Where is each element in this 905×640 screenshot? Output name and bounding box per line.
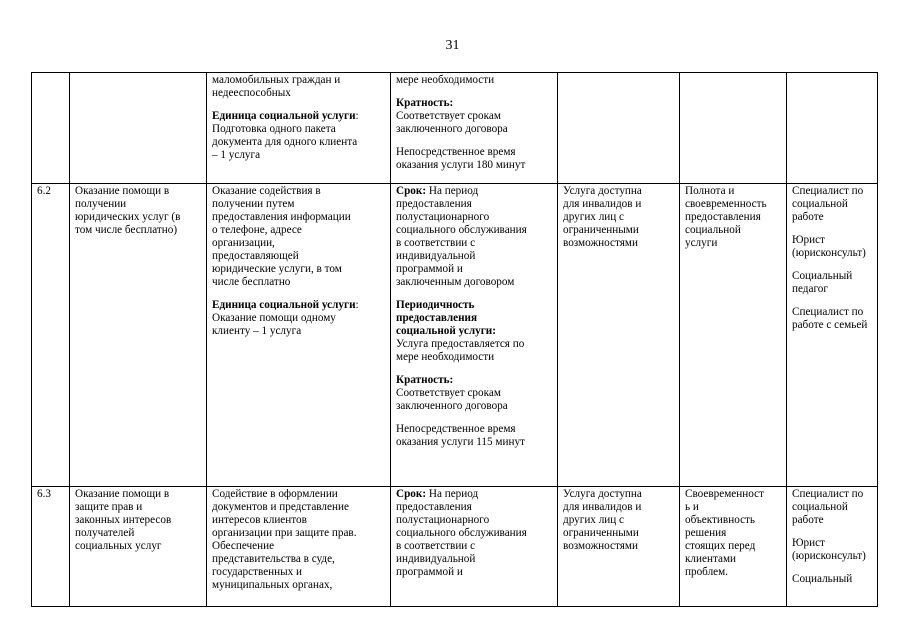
description-line: организации, xyxy=(212,237,275,249)
availability-line: Услуга доступна xyxy=(563,185,642,197)
specialist-line: социальной xyxy=(792,198,848,210)
name-line: законных интересов xyxy=(75,514,172,526)
specialist-line: Социальный xyxy=(792,573,853,585)
service-name-cell xyxy=(70,73,207,184)
frequency-label: Кратность: xyxy=(396,374,454,386)
name-line: социальных услуг xyxy=(75,540,162,552)
term-line: предоставления xyxy=(396,501,472,513)
quality-line: услуги xyxy=(685,237,718,249)
name-line: Оказание помощи в xyxy=(75,488,170,500)
specialist-line: Специалист по xyxy=(792,488,864,500)
term-line: индивидуальной xyxy=(396,553,476,565)
description-line: представительства в суде, xyxy=(212,553,335,565)
description-line: интересов клиентов xyxy=(212,514,307,526)
page-number: 31 xyxy=(445,38,460,53)
description-line: организации при защите прав. xyxy=(212,527,357,539)
unit-line: – 1 услуга xyxy=(212,149,261,161)
quality-cell xyxy=(680,487,787,607)
time-line: Непосредственное время xyxy=(396,146,516,158)
availability-cell xyxy=(558,73,680,184)
time-line: оказания услуги 115 минут xyxy=(396,436,525,448)
description-line: предоставляющей xyxy=(212,250,299,262)
availability-line: возможностями xyxy=(563,237,638,249)
term-line: На период xyxy=(428,185,479,197)
specialist-line: работе с семьей xyxy=(792,319,868,331)
services-table xyxy=(31,72,878,607)
specialist-line: (юрисконсульт) xyxy=(792,550,866,562)
service-description-cell xyxy=(207,487,391,607)
frequency-line: заключенного договора xyxy=(396,400,508,412)
description-line: государственных и xyxy=(212,566,303,578)
time-line: оказания услуги 180 минут xyxy=(396,159,526,171)
specialists-cell xyxy=(787,487,878,607)
quality-line: объективность xyxy=(685,514,756,526)
availability-line: других лиц с xyxy=(563,514,625,526)
term-line: в соответствии с xyxy=(396,237,476,249)
quality-line: своевременность xyxy=(685,198,767,210)
term-line: индивидуальной xyxy=(396,250,476,262)
term-label: Срок: xyxy=(396,488,427,500)
table-row xyxy=(32,73,878,184)
description-line: документов и представление xyxy=(212,501,349,513)
name-line: защите прав и xyxy=(75,501,143,513)
term-line: в соответствии с xyxy=(396,540,476,552)
table-row xyxy=(32,184,878,487)
description-line: Обеспечение xyxy=(212,540,275,552)
service-terms-cell xyxy=(391,73,558,184)
service-terms-cell xyxy=(391,184,558,487)
service-name-cell xyxy=(70,184,207,487)
unit-label: Единица социальной услуги xyxy=(212,299,356,311)
description-line: о телефоне, адресе xyxy=(212,224,302,236)
availability-cell xyxy=(558,184,680,487)
term-line: заключенным договором xyxy=(396,276,515,288)
quality-line: ь и xyxy=(685,501,699,513)
specialist-line: педагог xyxy=(792,283,828,295)
specialist-line: Социальный xyxy=(792,270,853,282)
description-line: недееспособных xyxy=(212,87,291,99)
frequency-line: Соответствует срокам xyxy=(396,387,501,399)
description-line: маломобильных граждан и xyxy=(212,74,341,86)
description-line: Оказание содействия в xyxy=(212,185,321,197)
description-line: получении путем xyxy=(212,198,295,210)
term-line: социального обслуживания xyxy=(396,527,527,539)
quality-cell xyxy=(680,184,787,487)
table-row xyxy=(32,487,878,607)
quality-line: решения xyxy=(685,527,727,539)
periodicity-label: Периодичность xyxy=(396,299,475,311)
service-description-cell: Оказание содействия в получении путем предоставления информации о телефоне, адресе организации, предоставляющей юридические услуги, в том числе бесплатно Единица социальной услуги: Оказание помощи одному клиенту – 1 услуга xyxy=(207,184,391,487)
availability-line: для инвалидов и xyxy=(563,501,642,513)
name-line: получателей xyxy=(75,527,135,539)
specialist-line: (юрисконсульт) xyxy=(792,247,866,259)
service-description-cell: маломобильных граждан и недееспособных Единица социальной услуги: Подготовка одного пакета документа для одного клиента – 1 услуга xyxy=(207,73,391,184)
name-line: Оказание помощи в xyxy=(75,185,170,197)
specialists-cell xyxy=(787,73,878,184)
frequency-line: Соответствует срокам xyxy=(396,110,501,122)
description-line: числе бесплатно xyxy=(212,276,291,288)
term-line: На период xyxy=(428,488,479,500)
quality-line: предоставления xyxy=(685,211,761,223)
specialists-cell xyxy=(787,184,878,487)
quality-line: клиентами xyxy=(685,553,737,565)
term-line: полустационарного xyxy=(396,514,490,526)
availability-line: ограниченными xyxy=(563,224,639,236)
periodicity-line: мере необходимости xyxy=(396,351,495,363)
periodicity-label: социальной услуги: xyxy=(396,325,496,337)
periodicity-line: Услуга предоставляется по xyxy=(396,338,525,350)
term-line: предоставления xyxy=(396,198,472,210)
unit-label: Единица социальной услуги xyxy=(212,110,356,122)
periodicity-label: предоставления xyxy=(396,312,478,324)
description-line: юридические услуги, в том xyxy=(212,263,342,275)
specialist-line: работе xyxy=(792,211,824,223)
service-number-cell: 6.3 xyxy=(32,487,70,607)
specialist-line: Специалист по xyxy=(792,306,864,318)
name-line: юридических услуг (в xyxy=(75,211,181,223)
quality-cell xyxy=(680,73,787,184)
quality-line: стоящих перед xyxy=(685,540,756,552)
availability-line: других лиц с xyxy=(563,211,625,223)
availability-line: возможностями xyxy=(563,540,638,552)
unit-line: Оказание помощи одному xyxy=(212,312,336,324)
availability-line: для инвалидов и xyxy=(563,198,642,210)
specialist-line: работе xyxy=(792,514,824,526)
name-line: том числе бесплатно) xyxy=(75,224,178,236)
description-line: муниципальных органах, xyxy=(212,579,333,591)
name-line: получении xyxy=(75,198,127,210)
specialist-line: Юрист xyxy=(792,234,825,246)
specialist-line: Юрист xyxy=(792,537,825,549)
specialist-line: социальной xyxy=(792,501,848,513)
availability-line: Услуга доступна xyxy=(563,488,642,500)
specialist-line: Специалист по xyxy=(792,185,864,197)
quality-line: Полнота и xyxy=(685,185,735,197)
term-line: программой и xyxy=(396,566,463,578)
service-name-cell xyxy=(70,487,207,607)
term-label: Срок: xyxy=(396,185,427,197)
term-line: полустационарного xyxy=(396,211,490,223)
frequency-label: Кратность: xyxy=(396,97,454,109)
time-line: Непосредственное время xyxy=(396,423,516,435)
availability-cell xyxy=(558,487,680,607)
service-number-cell: 6.2 xyxy=(32,184,70,487)
term-line: социального обслуживания xyxy=(396,224,527,236)
service-number-cell xyxy=(32,73,70,184)
unit-line: Подготовка одного пакета xyxy=(212,123,336,135)
term-line: мере необходимости xyxy=(396,74,495,86)
quality-line: социальной xyxy=(685,224,741,236)
unit-line: клиенту – 1 услуга xyxy=(212,325,302,337)
term-line: программой и xyxy=(396,263,463,275)
unit-line: документа для одного клиента xyxy=(212,136,358,148)
availability-line: ограниченными xyxy=(563,527,639,539)
frequency-line: заключенного договора xyxy=(396,123,508,135)
quality-line: Своевременност xyxy=(685,488,764,500)
service-terms-cell xyxy=(391,487,558,607)
description-line: Содействие в оформлении xyxy=(212,488,338,500)
quality-line: проблем. xyxy=(685,566,729,578)
description-line: предоставления информации xyxy=(212,211,351,223)
